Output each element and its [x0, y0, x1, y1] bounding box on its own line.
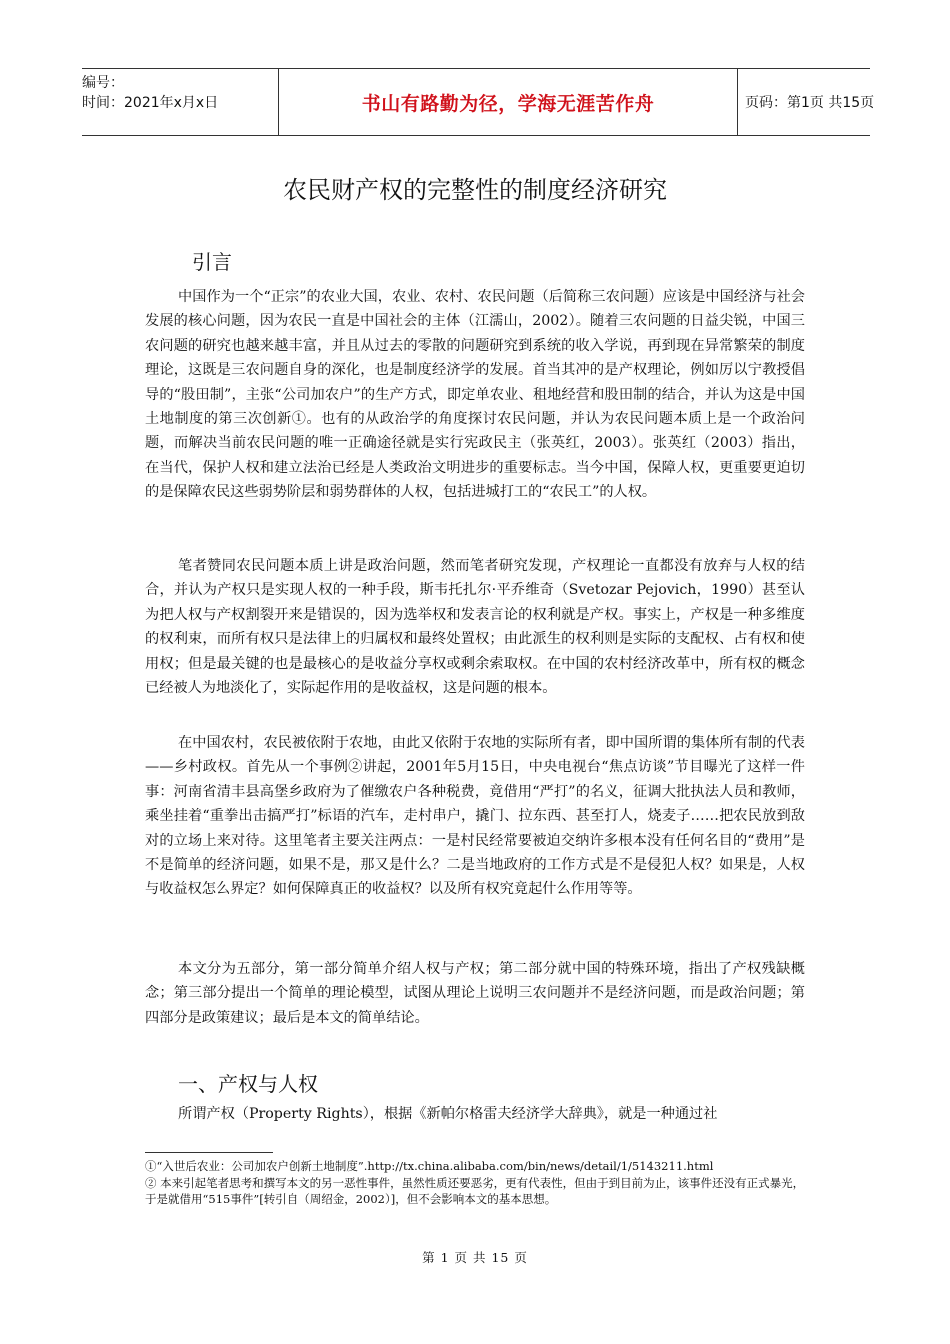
intro-heading: 引言: [192, 250, 232, 274]
header-page: 页码：第1页 共15页: [745, 95, 875, 111]
section-1-heading: 一、产权与人权: [178, 1072, 318, 1096]
header-number: 编号：: [82, 75, 124, 91]
header-motto: 书山有路勤为径，学海无涯苦作舟: [361, 92, 655, 115]
footnote-2: ② 本来引起笔者思考和撰写本文的另一恶性事件，虽然性质还要恶劣，更有代表性，但由于到目前为止，该事件还没有正式暴光，于是就借用“515事件”[转引自（周绍金，2002）]，但不会影响本文的基本思想。: [145, 1176, 805, 1206]
header-page-cell: [737, 69, 878, 135]
paragraph-1: 中国作为一个“正宗”的农业大国，农业、农村、农民问题（后简称三农问题）应该是中国经济与社会发展的核心问题，因为农民一直是中国社会的主体（江濡山，2002）。随着三农问题的日益尖锐，中国三农问题的研究也越来越丰富，并且从过去的零散的问题研究到系统的收入学说，再到现在异常繁荣的制度理论，这既是三农问题自身的深化，也是制度经济学的发展。首当其冲的是产权理论，例如厉以宁教授倡导的“股田制”，主张“公司加农户”的生产方式，即定单农业、租地经营和股田制的结合，并认为这是中国土地制度的第三次创新①。也有的从政治学的角度探讨农民问题，并认为农民问题本质上是一个政治问题，而解决当前农民问题的唯一正确途径就是实行宪政民主（张英红，2003）。张英红（2003）指出，在当代，保护人权和建立法治已经是人类政治文明进步的重要标志。当今中国，保障人权，更重要更迫切的是保障农民这些弱势阶层和弱势群体的人权，包括进城打工的“农民工”的人权。: [145, 289, 805, 501]
paragraph-5: 所谓产权（Property Rights），根据《新帕尔格雷夫经济学大辞典》，就是一种通过社: [178, 1106, 718, 1122]
paragraph-2: 笔者赞同农民问题本质上讲是政治问题，然而笔者研究发现，产权理论一直都没有放弃与人权的结合，并认为产权只是实现人权的一种手段，斯韦托扎尔·平乔维奇（Svetozar Pejovich，1990）甚至认为把人权与产权割裂开来是错误的，因为选举权和发表言论的权利就是产权。事实上，产权是一种多维度的权利束，而所有权只是法律上的归属权和最终处置权；由此派生的权利则是实际的支配权、占有权和使用权；但是最关键的也是最核心的是收益分享权或剩余索取权。在中国的农村经济改革中，所有权的概念已经被人为地淡化了，实际起作用的是收益权，这是问题的根本。: [145, 558, 805, 697]
header-motto-cell: [278, 69, 738, 135]
paragraph-3: 在中国农村，农民被依附于农地，由此又依附于农地的实际所有者，即中国所谓的集体所有制的代表——乡村政权。首先从一个事例②讲起，2001年5月15日，中央电视台“焦点访谈”节目曝光了这样一件事：河南省清丰县高堡乡政府为了催缴农户各种税费，竟借用“严打”的名义，征调大批执法人员和教师，乘坐挂着“重拳出击搞严打”标语的汽车，走村串户，撬门、拉东西、甚至打人，烧麦子……把农民放到敌对的立场上来对待。这里笔者主要关注两点：一是村民经常要被迫交纳许多根本没有任何名目的“费用”是不是简单的经济问题，如果不是，那又是什么？二是当地政府的工作方式是不是侵犯人权？如果是，人权与收益权怎么界定？如何保障真正的收益权？以及所有权究竟起什么作用等等。: [145, 735, 805, 898]
header-meta: [82, 69, 278, 135]
header-date: 时间：2021年x月x日: [82, 95, 219, 111]
page-footer: 第 1 页 共 15 页: [422, 1250, 528, 1265]
paragraph-4: 本文分为五部分，第一部分简单介绍人权与产权；第二部分就中国的特殊环境，指出了产权残缺概念；第三部分提出一个简单的理论模型，试图从理论上说明三农问题并不是经济问题，而是政治问题；第四部分是政策建议；最后是本文的简单结论。: [145, 961, 805, 1026]
page-header: [82, 68, 875, 136]
document-title: 农民财产权的完整性的制度经济研究: [283, 176, 667, 204]
footnote-1: ①“入世后农业：公司加农户创新土地制度”.http://tx.china.alibaba.com/bin/news/detail/1/5143211.html: [145, 1159, 714, 1173]
footnote-separator: [145, 1152, 273, 1153]
